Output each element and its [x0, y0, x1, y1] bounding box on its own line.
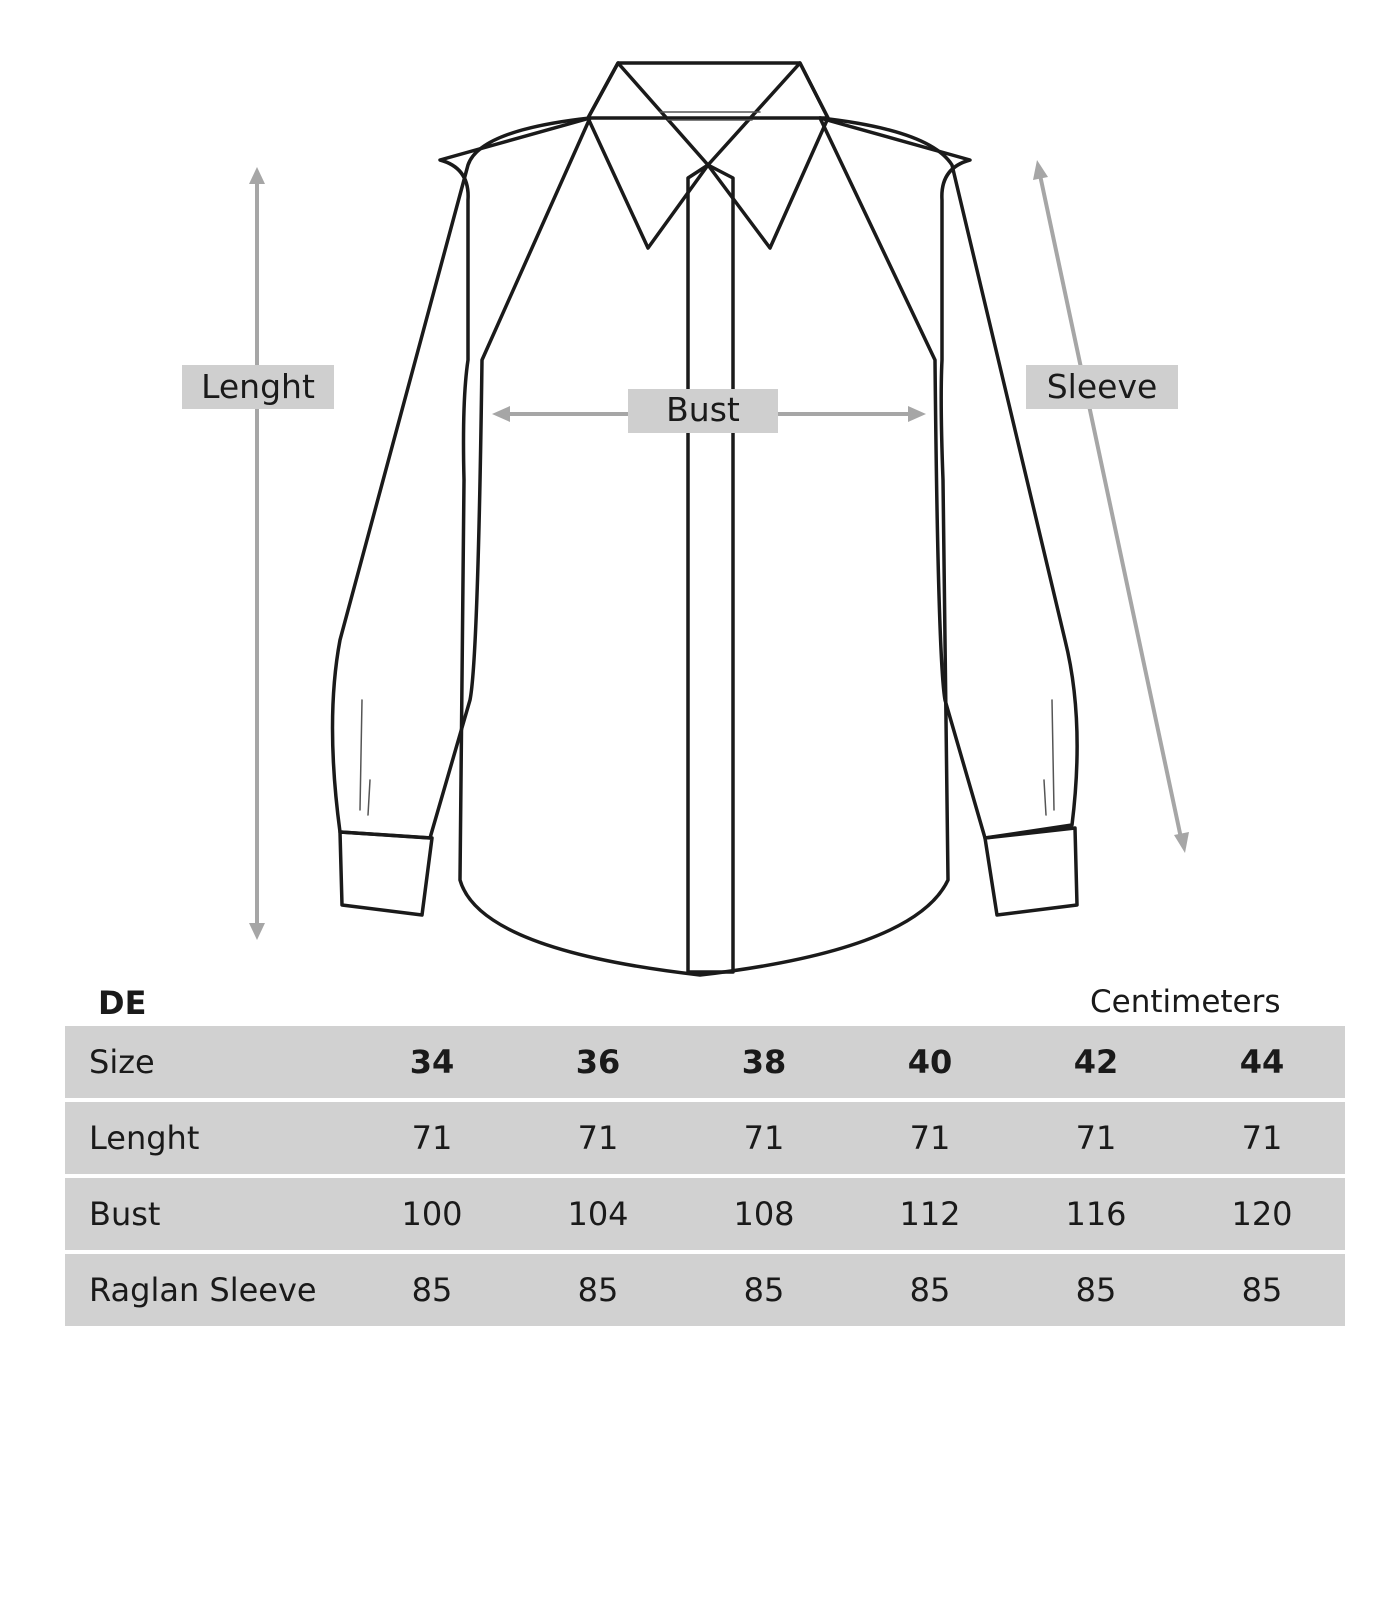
table-row-length [65, 1102, 1345, 1174]
collar-left-point [588, 63, 708, 248]
size-cell: 40 [847, 1026, 1013, 1098]
left-cuff-outline [340, 832, 432, 915]
size-cell: 34 [349, 1026, 515, 1098]
value-cell: 71 [349, 1102, 515, 1174]
value-cell: 71 [1179, 1102, 1345, 1174]
bust-label: Bust [666, 390, 740, 429]
size-cell: 42 [1013, 1026, 1179, 1098]
bust-arrow-left [492, 406, 510, 422]
table-row-bust [65, 1178, 1345, 1250]
table-header-row [65, 1026, 1345, 1098]
length-arrow-top [249, 167, 265, 184]
button-placket-outline [688, 165, 733, 972]
value-cell: 100 [349, 1178, 515, 1250]
size-chart-table [65, 1022, 1345, 1330]
left-sleeve-outline [333, 118, 591, 838]
right-sleeve-outline [820, 118, 1077, 838]
size-cell: 44 [1179, 1026, 1345, 1098]
size-cell: 38 [681, 1026, 847, 1098]
value-cell: 112 [847, 1178, 1013, 1250]
unit-label: Centimeters [1090, 984, 1281, 1020]
region-code: DE [98, 984, 147, 1022]
left-sleeve-gather-line [360, 700, 362, 810]
value-cell: 71 [681, 1102, 847, 1174]
length-arrow-bottom [249, 923, 265, 940]
sleeve-label: Sleeve [1046, 367, 1158, 406]
shirt-body-outline [440, 118, 970, 975]
size-header-label: Size [65, 1026, 349, 1098]
sleeve-arrow-bottom [1174, 832, 1189, 853]
value-cell: 108 [681, 1178, 847, 1250]
right-cuff-outline [985, 828, 1077, 915]
value-cell: 116 [1013, 1178, 1179, 1250]
row-label: Bust [65, 1178, 349, 1250]
length-label: Lenght [201, 367, 315, 406]
value-cell: 71 [515, 1102, 681, 1174]
row-label: Lenght [65, 1102, 349, 1174]
sleeve-arrow-top [1033, 160, 1048, 180]
value-cell: 85 [847, 1254, 1013, 1326]
sleeve-measure-line [1040, 175, 1181, 838]
value-cell: 85 [1013, 1254, 1179, 1326]
value-cell: 85 [515, 1254, 681, 1326]
value-cell: 85 [1179, 1254, 1345, 1326]
value-cell: 71 [1013, 1102, 1179, 1174]
size-cell: 36 [515, 1026, 681, 1098]
value-cell: 120 [1179, 1178, 1345, 1250]
row-label: Raglan Sleeve [65, 1254, 349, 1326]
value-cell: 104 [515, 1178, 681, 1250]
left-sleeve-gather-line-2 [368, 780, 370, 815]
collar-right-point [708, 63, 828, 248]
value-cell: 71 [847, 1102, 1013, 1174]
right-sleeve-gather-line [1052, 700, 1054, 810]
bust-arrow-right [908, 406, 926, 422]
right-sleeve-gather-line-2 [1044, 780, 1046, 815]
value-cell: 85 [349, 1254, 515, 1326]
value-cell: 85 [681, 1254, 847, 1326]
table-row-raglan-sleeve [65, 1254, 1345, 1326]
